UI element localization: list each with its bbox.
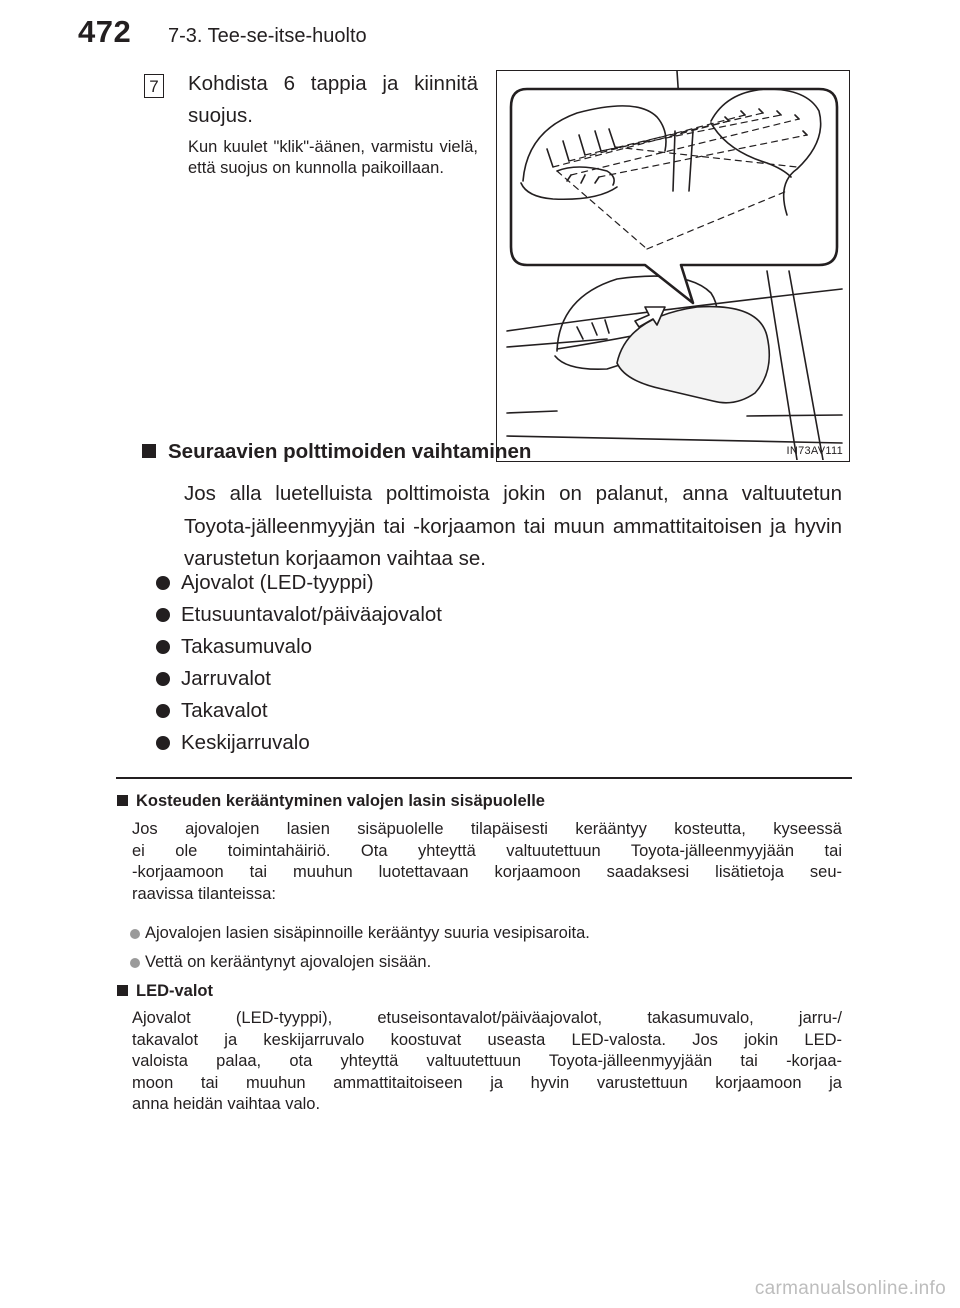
list-item: Keskijarruvalo: [156, 727, 442, 759]
heading-square-icon: [142, 444, 156, 458]
bullet-icon: [156, 576, 170, 590]
bullet-icon: [156, 736, 170, 750]
section-heading-led: [117, 982, 213, 1001]
section-heading-moisture: [117, 792, 545, 811]
page-number: 472: [78, 14, 132, 49]
bullet-icon: [156, 672, 170, 686]
moisture-paragraph: Jos ajovalojen lasien sisäpuolelle tilapäisesti kerääntyy kosteutta, kyseessä ei ole toimintahäiriö. Ota yhteyttä valtuutettuun Toyota-jälleenmyyjään tai -korjaamoon tai muuhun luotettavaan korjaamoon saadaksesi lisätietoja seu- raavissa tilanteissa:: [132, 820, 842, 903]
bullet-icon: [130, 958, 140, 968]
section-heading-bulbs: [142, 440, 531, 464]
bullet-icon: [156, 704, 170, 718]
heading-square-icon: [117, 795, 128, 806]
list-item: Ajovalot (LED-tyyppi): [156, 567, 442, 599]
watermark: carmanualsonline.info: [754, 1278, 946, 1299]
bulbs-paragraph: Jos alla luetelluista polttimoista jokin on palanut, anna valtuutetun Toyota-jälleenmyyjän tai -korjaamon tai muun ammattitaitoisen ja hyvin varustetun korjaamon vaihtaa se.: [184, 482, 842, 570]
list-item: Jarruvalot: [156, 663, 442, 695]
divider: [116, 777, 852, 779]
list-item: Ajovalojen lasien sisäpinnoille kerääntyy suuria vesipisaroita.: [130, 924, 590, 943]
led-paragraph: Ajovalot (LED-tyyppi), etuseisontavalot/päiväajovalot, takasumuvalo, jarru-/ takavalot ja keskijarruvalo koostuvat useasta LED-valosta. Jos jokin LED- valoista palaa, ota yhteyttä valtuutettuun Toyota-jälleenmyyjään tai -korjaa- moon tai muuhun ammattitaitoiseen ja hyvin varustettuun korjaamoon ja anna heidän vaihtaa valo.: [132, 1009, 842, 1113]
mirror-cover-figure: [496, 70, 850, 462]
moisture-heading-text: Kosteuden kerääntyminen valojen lasin sisäpuolelle: [136, 792, 545, 810]
figure-code: IN73AV111: [786, 445, 843, 457]
heading-square-icon: [117, 985, 128, 996]
section-title: 7-3. Tee-se-itse-huolto: [168, 25, 367, 47]
bullet-icon: [130, 929, 140, 939]
bulb-list: [156, 567, 442, 759]
bullet-icon: [156, 608, 170, 622]
list-item: Etusuuntavalot/päiväajovalot: [156, 599, 442, 631]
step-number-box: 7: [144, 74, 164, 98]
list-item: Vettä on kerääntynyt ajovalojen sisään.: [130, 953, 431, 972]
list-item: Takavalot: [156, 695, 442, 727]
step-instruction: Kohdista 6 tappia ja kiinnitä suojus.: [188, 72, 478, 127]
list-item: Takasumuvalo: [156, 631, 442, 663]
mirror-cover-illustration-icon: [497, 71, 848, 460]
bullet-icon: [156, 640, 170, 654]
led-heading-text: LED-valot: [136, 982, 214, 1000]
bulbs-heading-text: Seuraavien polttimoiden vaihtaminen: [168, 440, 532, 463]
step-note: Kun kuulet "klik"-äänen, varmistu vielä, että suojus on kunnolla paikoillaan.: [188, 138, 478, 177]
